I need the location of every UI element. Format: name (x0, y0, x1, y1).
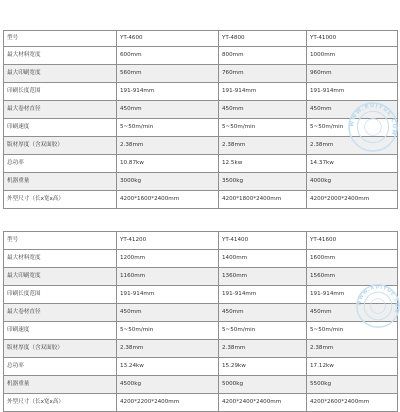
spec-value-cell: 4200*1800*2400mm (219, 191, 307, 209)
spec-value-cell: 4200*2600*2400mm (307, 394, 398, 412)
model-name-cell: YT-41400 (219, 232, 307, 250)
spec-row (4, 250, 398, 268)
spec-table-a (3, 30, 398, 209)
spec-label-cell: 最大材料宽度 (4, 250, 117, 268)
spec-value-cell: 2.38mm (219, 340, 307, 358)
model-name-cell: YT-41000 (307, 31, 398, 47)
spec-label-cell: 最大材料宽度 (4, 47, 117, 65)
spec-label-cell: 最大印刷宽度 (4, 268, 117, 286)
spec-value-cell: 1160mm (117, 268, 219, 286)
spec-label-cell: 外型尺寸（长x宽x高） (4, 191, 117, 209)
spec-value-cell: 191-914mm (219, 286, 307, 304)
spec-value-cell: 2.38mm (307, 340, 398, 358)
spec-value-cell: 5000kg (219, 376, 307, 394)
spec-label-cell: 最大卷材直径 (4, 101, 117, 119)
spec-value-cell: 3500kg (219, 173, 307, 191)
spec-row (4, 322, 398, 340)
spec-label-cell: 最大印刷宽度 (4, 65, 117, 83)
spec-value-cell: 1400mm (219, 250, 307, 268)
spec-value-cell: 2.38mm (307, 137, 398, 155)
spec-row (4, 340, 398, 358)
spec-value-cell: 3000kg (117, 173, 219, 191)
spec-label-cell: 印刷长度范围 (4, 286, 117, 304)
spec-value-cell: 17.12kw (307, 358, 398, 376)
spec-row (4, 173, 398, 191)
spec-table-b (3, 231, 398, 412)
spec-value-cell: 191-914mm (307, 286, 398, 304)
header-label-cell: 型号 (4, 232, 117, 250)
spec-value-cell: 5500kg (307, 376, 398, 394)
spec-value-cell: 450mm (117, 101, 219, 119)
spec-value-cell: 960mm (307, 65, 398, 83)
spec-label-cell: 印刷速度 (4, 322, 117, 340)
spec-value-cell: 5~50m/min (117, 322, 219, 340)
spec-table-a-body (4, 31, 398, 209)
spec-row (4, 119, 398, 137)
spec-row (4, 358, 398, 376)
spec-value-cell: 450mm (307, 101, 398, 119)
spec-value-cell: 1000mm (307, 47, 398, 65)
table-header-row (4, 31, 398, 47)
model-name-cell: YT-41600 (307, 232, 398, 250)
spec-row (4, 304, 398, 322)
spec-value-cell: 14.37kw (307, 155, 398, 173)
spec-label-cell: 印刷速度 (4, 119, 117, 137)
spec-row (4, 191, 398, 209)
spec-value-cell: 191-914mm (117, 83, 219, 101)
spec-row (4, 286, 398, 304)
spec-value-cell: 15.29kw (219, 358, 307, 376)
spec-value-cell: 800mm (219, 47, 307, 65)
spec-row (4, 394, 398, 412)
spec-value-cell: 560mm (117, 65, 219, 83)
spec-value-cell: 450mm (117, 304, 219, 322)
model-name-cell: YT-4600 (117, 31, 219, 47)
spec-value-cell: 4200*2200*2400mm (117, 394, 219, 412)
spec-value-cell: 4200*2400*2400mm (219, 394, 307, 412)
spec-value-cell: 4500kg (117, 376, 219, 394)
spec-label-cell: 机器重量 (4, 173, 117, 191)
spec-value-cell: 5~50m/min (307, 322, 398, 340)
spec-row (4, 83, 398, 101)
spec-label-cell: 印刷长度范围 (4, 83, 117, 101)
spec-value-cell: 450mm (307, 304, 398, 322)
spec-value-cell: 13.24kw (117, 358, 219, 376)
spec-value-cell: 2.38mm (219, 137, 307, 155)
spec-value-cell: 600mm (117, 47, 219, 65)
spec-value-cell: 191-914mm (307, 83, 398, 101)
spec-label-cell: 版材厚度（含双面胶） (4, 340, 117, 358)
spec-value-cell: 10.87kw (117, 155, 219, 173)
spec-label-cell: 总功率 (4, 358, 117, 376)
spec-row (4, 47, 398, 65)
spec-row (4, 155, 398, 173)
spec-value-cell: 1560mm (307, 268, 398, 286)
spec-value-cell: 1600mm (307, 250, 398, 268)
spec-value-cell: 5~50m/min (307, 119, 398, 137)
spec-value-cell: 1360mm (219, 268, 307, 286)
spec-value-cell: 5~50m/min (117, 119, 219, 137)
spec-value-cell: 4200*1600*2400mm (117, 191, 219, 209)
spec-row (4, 137, 398, 155)
spec-value-cell: 5~50m/min (219, 119, 307, 137)
spec-value-cell: 191-914mm (117, 286, 219, 304)
svg-text:WWW.RUIYUE.COM: WWW.RUIYUE.COM (349, 103, 397, 137)
spec-value-cell: 1200mm (117, 250, 219, 268)
spec-row (4, 65, 398, 83)
spec-table-b-body (4, 232, 398, 412)
spec-label-cell: 总功率 (4, 155, 117, 173)
header-label-cell: 型号 (4, 31, 117, 47)
spec-value-cell: 760mm (219, 65, 307, 83)
spec-row (4, 101, 398, 119)
spec-value-cell: 4200*2000*2400mm (307, 191, 398, 209)
spec-value-cell: 450mm (219, 101, 307, 119)
spec-value-cell: 2.38mm (117, 137, 219, 155)
spec-value-cell: 4000kg (307, 173, 398, 191)
spec-label-cell: 最大卷材直径 (4, 304, 117, 322)
spec-label-cell: 版材厚度（含双面胶） (4, 137, 117, 155)
svg-text:WWW.RUIYUE.COM: WWW.RUIYUE.COM (357, 285, 399, 315)
spec-value-cell: 2.38mm (117, 340, 219, 358)
spec-value-cell: 450mm (219, 304, 307, 322)
table-header-row (4, 232, 398, 250)
spec-row (4, 268, 398, 286)
model-name-cell: YT-41200 (117, 232, 219, 250)
spec-value-cell: 12.5kw (219, 155, 307, 173)
spec-value-cell: 191-914mm (219, 83, 307, 101)
spec-row (4, 376, 398, 394)
spec-label-cell: 机器重量 (4, 376, 117, 394)
spec-value-cell: 5~50m/min (219, 322, 307, 340)
spec-label-cell: 外型尺寸（长x宽x高） (4, 394, 117, 412)
model-name-cell: YT-4800 (219, 31, 307, 47)
